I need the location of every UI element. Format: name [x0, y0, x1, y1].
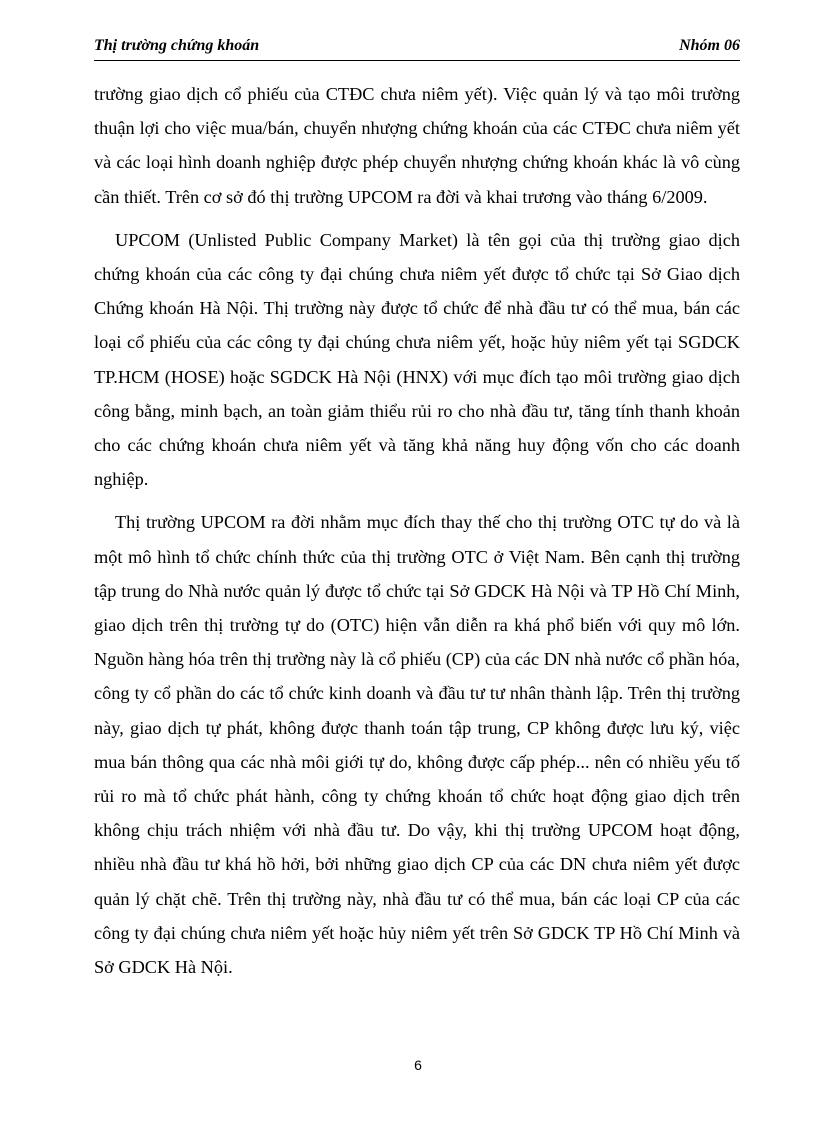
document-body: [94, 77, 740, 984]
header-title: Thị trường chứng khoán: [94, 37, 260, 54]
header-group: Nhóm 06: [679, 37, 740, 54]
paragraph-2: UPCOM (Unlisted Public Company Market) là tên gọi của thị trường giao dịch chứng khoán của các công ty đại chúng chưa niêm yết được tổ chức tại Sở Giao dịch Chứng khoán Hà Nội. Thị trường này được tổ chức để nhà đầu tư có thể mua, bán các loại cổ phiếu của các công ty đại chúng chưa niêm yết, hoặc hủy niêm yết tại SGDCK TP.HCM (HOSE) hoặc SGDCK Hà Nội (HNX) với mục đích tạo môi trường giao dịch công bằng, minh bạch, an toàn giảm thiểu rủi ro cho nhà đầu tư, tăng tính thanh khoản cho các chứng khoán chưa niêm yết và tăng khả năng huy động vốn cho các doanh nghiệp.: [94, 229, 740, 490]
header-divider: [94, 60, 740, 61]
page-number: 6: [414, 1057, 422, 1073]
paragraph-1: trường giao dịch cổ phiếu của CTĐC chưa niêm yết). Việc quản lý và tạo môi trường thuận lợi cho việc mua/bán, chuyển nhượng chứng khoán của các CTĐC chưa niêm yết và các loại hình doanh nghiệp được phép chuyển nhượng chứng khoán khác là vô cùng cần thiết. Trên cơ sở đó thị trường UPCOM ra đời và khai trương vào tháng 6/2009.: [94, 84, 740, 207]
page-header: [94, 36, 740, 56]
paragraph-3: Thị trường UPCOM ra đời nhằm mục đích thay thế cho thị trường OTC tự do và là một mô hình tổ chức chính thức của thị trường OTC ở Việt Nam. Bên cạnh thị trường tập trung do Nhà nước quản lý được tổ chức tại Sở GDCK Hà Nội và TP Hồ Chí Minh, giao dịch trên thị trường tự do (OTC) hiện vẫn diễn ra khá phổ biến với quy mô lớn. Nguồn hàng hóa trên thị trường này là cổ phiếu (CP) của các DN nhà nước cổ phần hóa, công ty cổ phần do các tổ chức kinh doanh và đầu tư tư nhân thành lập. Trên thị trường này, giao dịch tự phát, không được thanh toán tập trung, CP không được lưu ký, việc mua bán thông qua các nhà môi giới tự do, không được cấp phép... nên có nhiều yếu tố rủi ro mà tổ chức phát hành, công ty chứng khoán tổ chức hoạt động giao dịch trên không chịu trách nhiệm với nhà đầu tư. Do vậy, khi thị trường UPCOM hoạt động, nhiều nhà đầu tư khá hồ hởi, bởi những giao dịch CP của các DN chưa niêm yết được quản lý chặt chẽ. Trên thị trường này, nhà đầu tư có thể mua, bán các loại CP của các công ty đại chúng chưa niêm yết hoặc hủy niêm yết trên Sở GDCK TP Hồ Chí Minh và Sở GDCK Hà Nội.: [94, 512, 740, 978]
